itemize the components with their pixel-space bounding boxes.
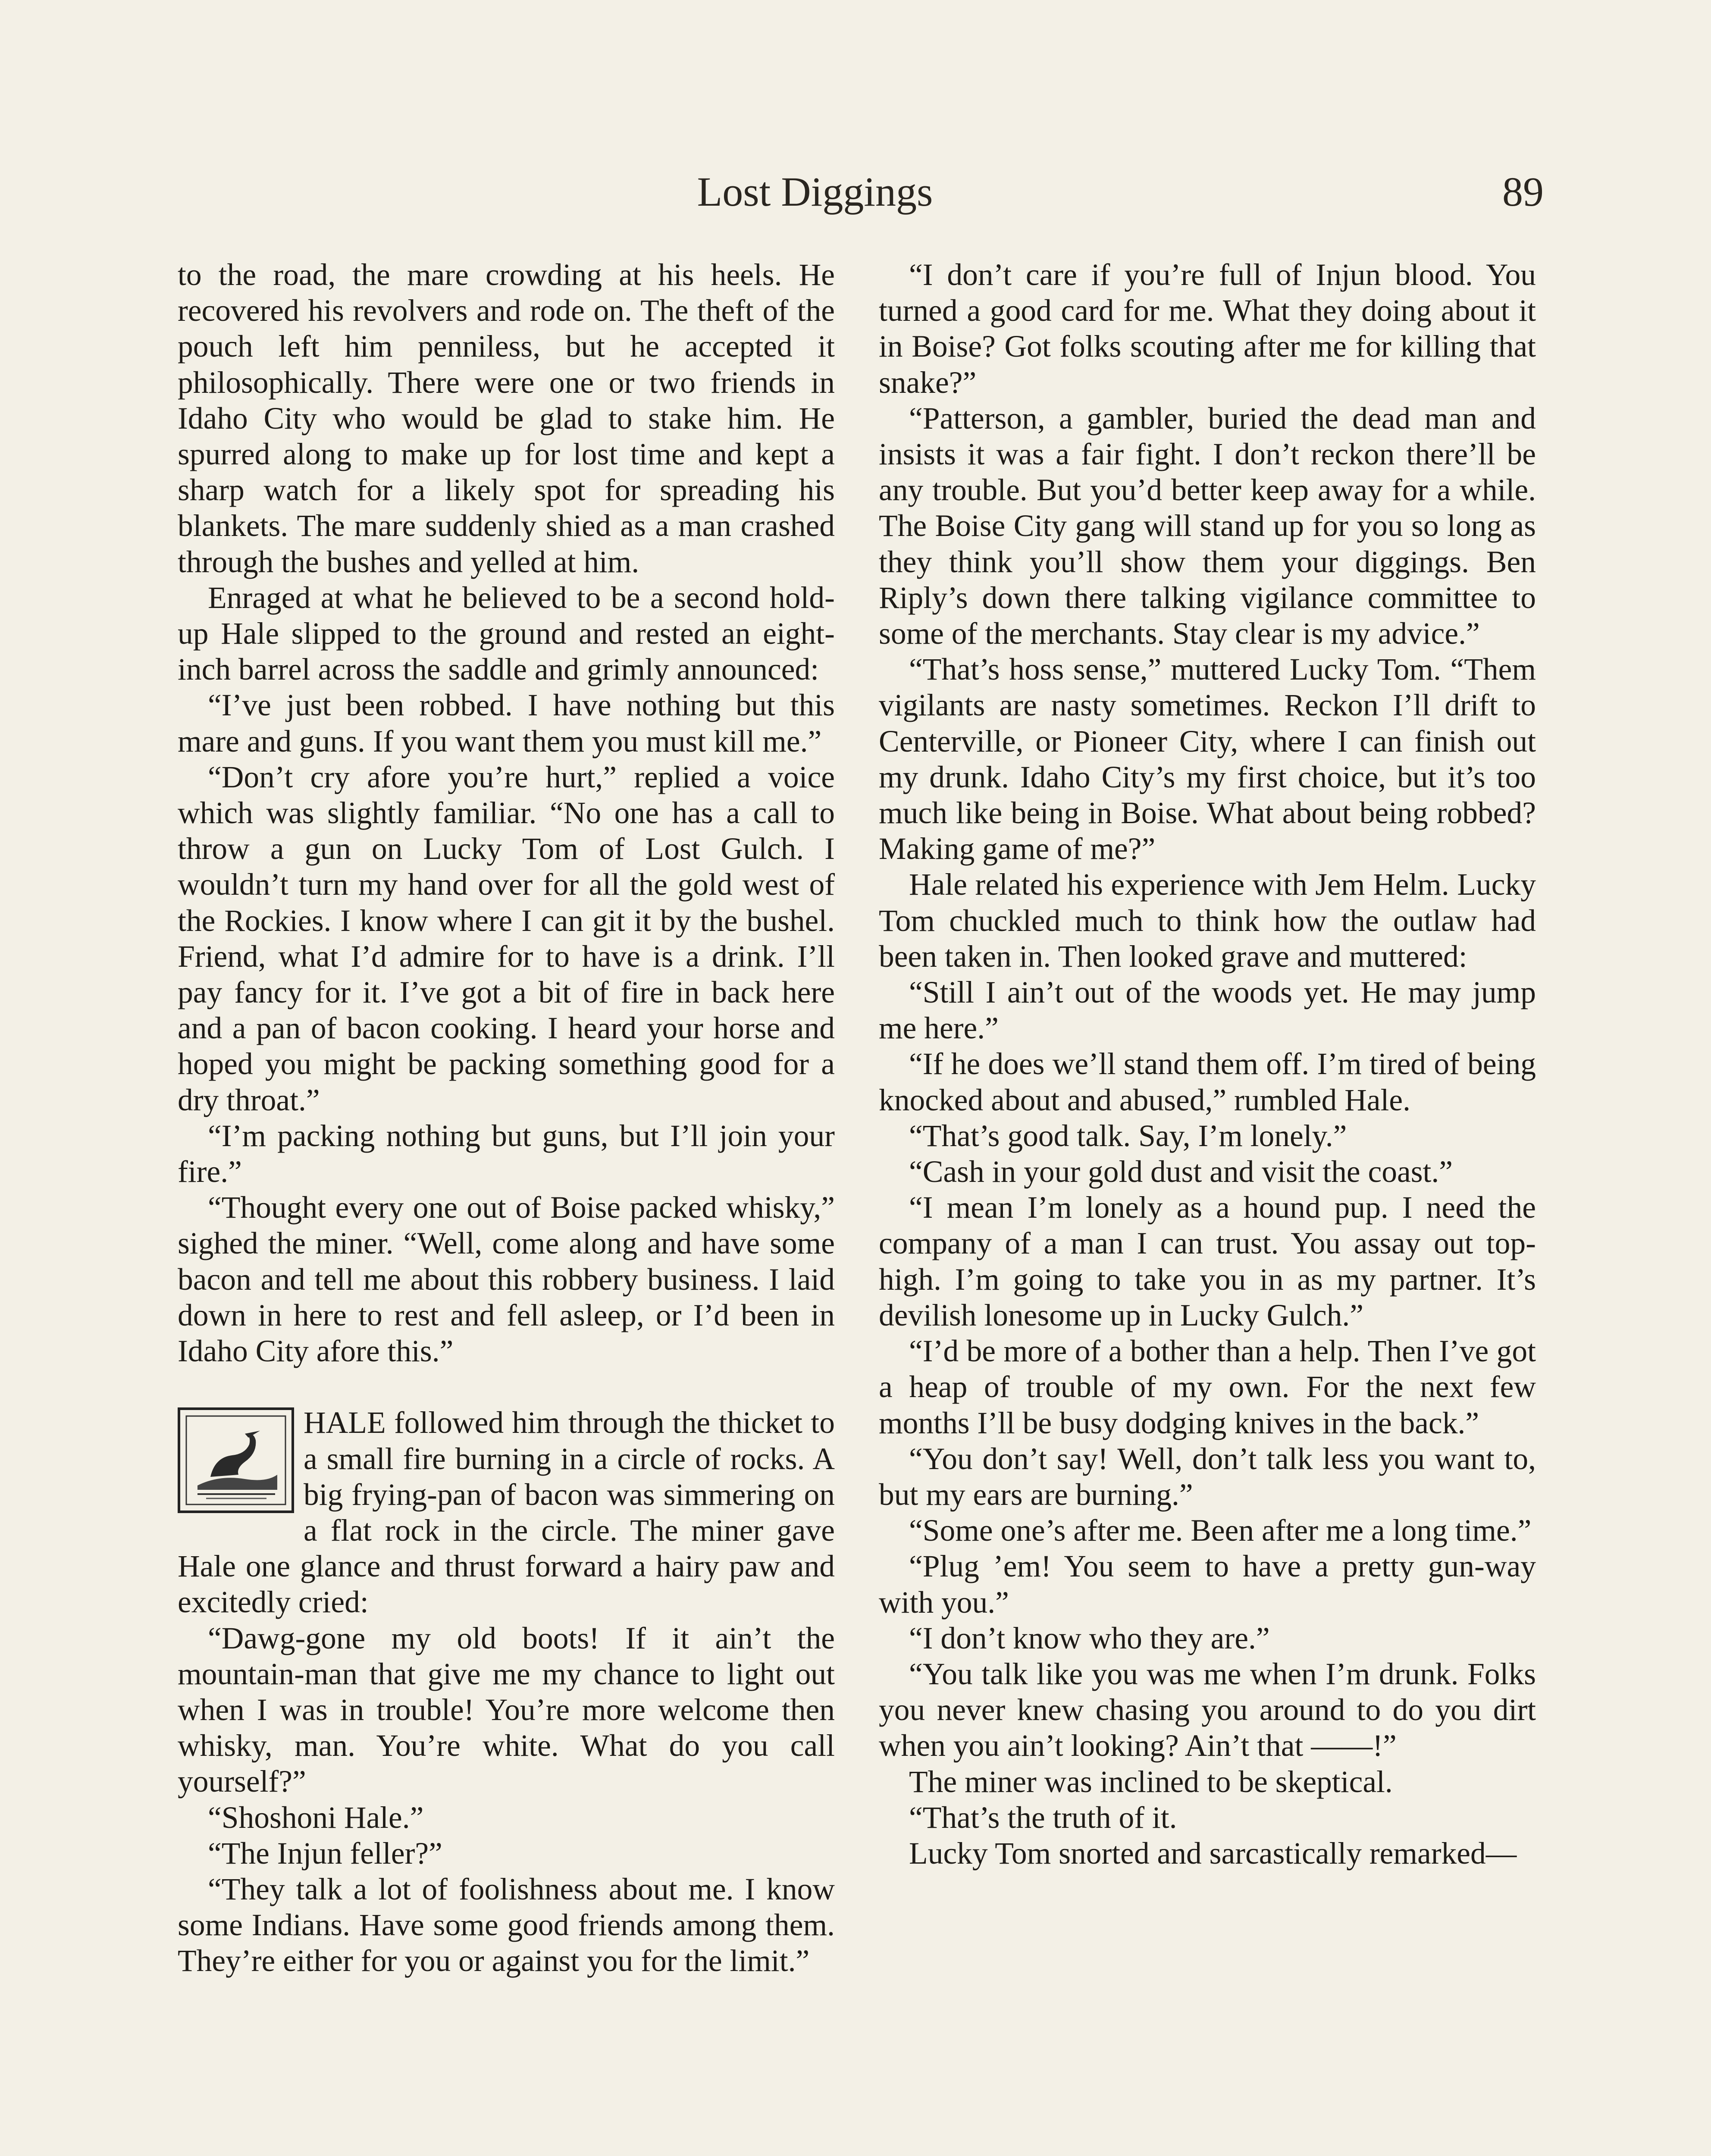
- paragraph: “Plug ’em! You seem to have a pretty gun-way with you.”: [879, 1549, 1536, 1620]
- swan-ornament-icon: [178, 1407, 294, 1513]
- paragraph: “That’s hoss sense,” muttered Lucky Tom. “Them vigilants are nasty sometimes. Reckon I’ll drift to Centerville, or Pioneer City, where I can finish out my drunk. Idaho City’s my first choice, but it’s too much like being in Boise. What about being robbed? Making game of me?”: [879, 652, 1536, 866]
- paragraph: “I mean I’m lonely as a hound pup. I need the company of a man I can trust. You assay out top-high. I’m going to take you in as my partner. It’s devilish lonesome up in Lucky Gulch.”: [879, 1191, 1536, 1332]
- paragraph: “That’s the truth of it.: [909, 1800, 1177, 1835]
- section-opening: [178, 1405, 835, 1620]
- paragraph: “I’d be more of a bother than a help. Then I’ve got a heap of trouble of my own. For the next few months I’ll be busy dodging knives in the back.”: [879, 1334, 1536, 1440]
- paragraph: Hale related his experience with Jem Helm. Lucky Tom chuckled much to think how the outlaw had been taken in. Then looked grave and muttered:: [879, 868, 1536, 974]
- paragraph: “You don’t say! Well, don’t talk less you want to, but my ears are burning.”: [879, 1442, 1536, 1512]
- paragraph: “If he does we’ll stand them off. I’m tired of being knocked about and abused,” rumbled Hale.: [879, 1047, 1536, 1117]
- running-title: Lost Diggings: [697, 169, 933, 215]
- left-column: [178, 257, 835, 2156]
- paragraph: to the road, the mare crowding at his heels. He recovered his revolvers and rode on. The theft of the pouch left him penniless, but he accepted it philosophically. There were one or two friends in Idaho City who would be glad to stake him. He spurred along to make up for lost time and kept a sharp watch for a likely spot for spreading his blankets. The mare suddenly shied as a man crashed through the bushes and yelled at him.: [178, 258, 835, 579]
- paragraph: “I don’t care if you’re full of Injun blood. You turned a good card for me. What they doing about it in Boise? Got folks scouting after me for killing that snake?”: [879, 258, 1536, 400]
- paragraph: “You talk like you was me when I’m drunk. Folks you never knew chasing you around to do you dirt when you ain’t looking? Ain’t that ——!”: [879, 1657, 1536, 1763]
- paragraph: “That’s good talk. Say, I’m lonely.”: [909, 1119, 1347, 1153]
- paragraph: “Shoshoni Hale.”: [208, 1800, 424, 1835]
- paragraph: “Patterson, a gambler, buried the dead man and insists it was a fair fight. I don’t reckon there’ll be any trouble. But you’d better keep away for a while. The Boise City gang will stand up for you so long as they think you’ll show them your diggings. Ben Riply’s down there talking vigilance committee to some of the merchants. Stay clear is my advice.”: [879, 401, 1536, 651]
- paragraph: “I don’t know who they are.”: [909, 1621, 1270, 1655]
- paragraph: The miner was inclined to be skeptical.: [909, 1764, 1393, 1799]
- page-number: 89: [1502, 169, 1544, 215]
- paragraph: “The Injun feller?”: [208, 1836, 442, 1871]
- paragraph: “Some one’s after me. Been after me a long time.”: [909, 1514, 1532, 1548]
- paragraph: “I’m packing nothing but guns, but I’ll join your fire.”: [178, 1119, 835, 1189]
- paragraph: HALE followed him through the thicket to a small fire burning in a circle of rocks. A big frying-pan of bacon was simmering on a flat rock in the circle. The miner gave Hale one glance and thrust forward a hairy paw and excitedly cried:: [178, 1406, 835, 1620]
- paragraph: “They talk a lot of foolishness about me. I know some Indians. Have some good friends among them. They’re either for you or against you for the limit.”: [178, 1872, 835, 1978]
- paragraph: “Thought every one out of Boise packed whisky,” sighed the miner. “Well, come along and have some bacon and tell me about this robbery business. I laid down in here to rest and fell asleep, or I’d been in Idaho City afore this.”: [178, 1191, 835, 1369]
- right-column: [879, 257, 1536, 2156]
- paragraph: Enraged at what he believed to be a second hold-up Hale slipped to the ground and rested an eight-inch barrel across the saddle and grimly announced:: [178, 580, 835, 687]
- paragraph: “Cash in your gold dust and visit the coast.”: [909, 1155, 1453, 1189]
- running-header: [0, 166, 1711, 218]
- paragraph: “I’ve just been robbed. I have nothing but this mare and guns. If you want them you must kill me.”: [178, 688, 835, 758]
- paragraph: “Dawg-gone my old boots! If it ain’t the mountain-man that give me my chance to light out when I was in trouble! You’re more welcome then whisky, man. You’re white. What do you call yourself?”: [178, 1621, 835, 1799]
- paragraph: “Don’t cry afore you’re hurt,” replied a voice which was slightly familiar. “No one has a call to throw a gun on Lucky Tom of Lost Gulch. I wouldn’t turn my hand over for all the gold west of the Rockies. I know where I can git it by the bushel. Friend, what I’d admire for to have is a drink. I’ll pay fancy for it. I’ve got a bit of fire in back here and a pan of bacon cooking. I heard your horse and hoped you might be packing something good for a dry throat.”: [178, 760, 835, 1117]
- paragraph: Lucky Tom snorted and sarcastically remarked—: [909, 1836, 1517, 1871]
- paragraph: “Still I ain’t out of the woods yet. He may jump me here.”: [879, 975, 1536, 1046]
